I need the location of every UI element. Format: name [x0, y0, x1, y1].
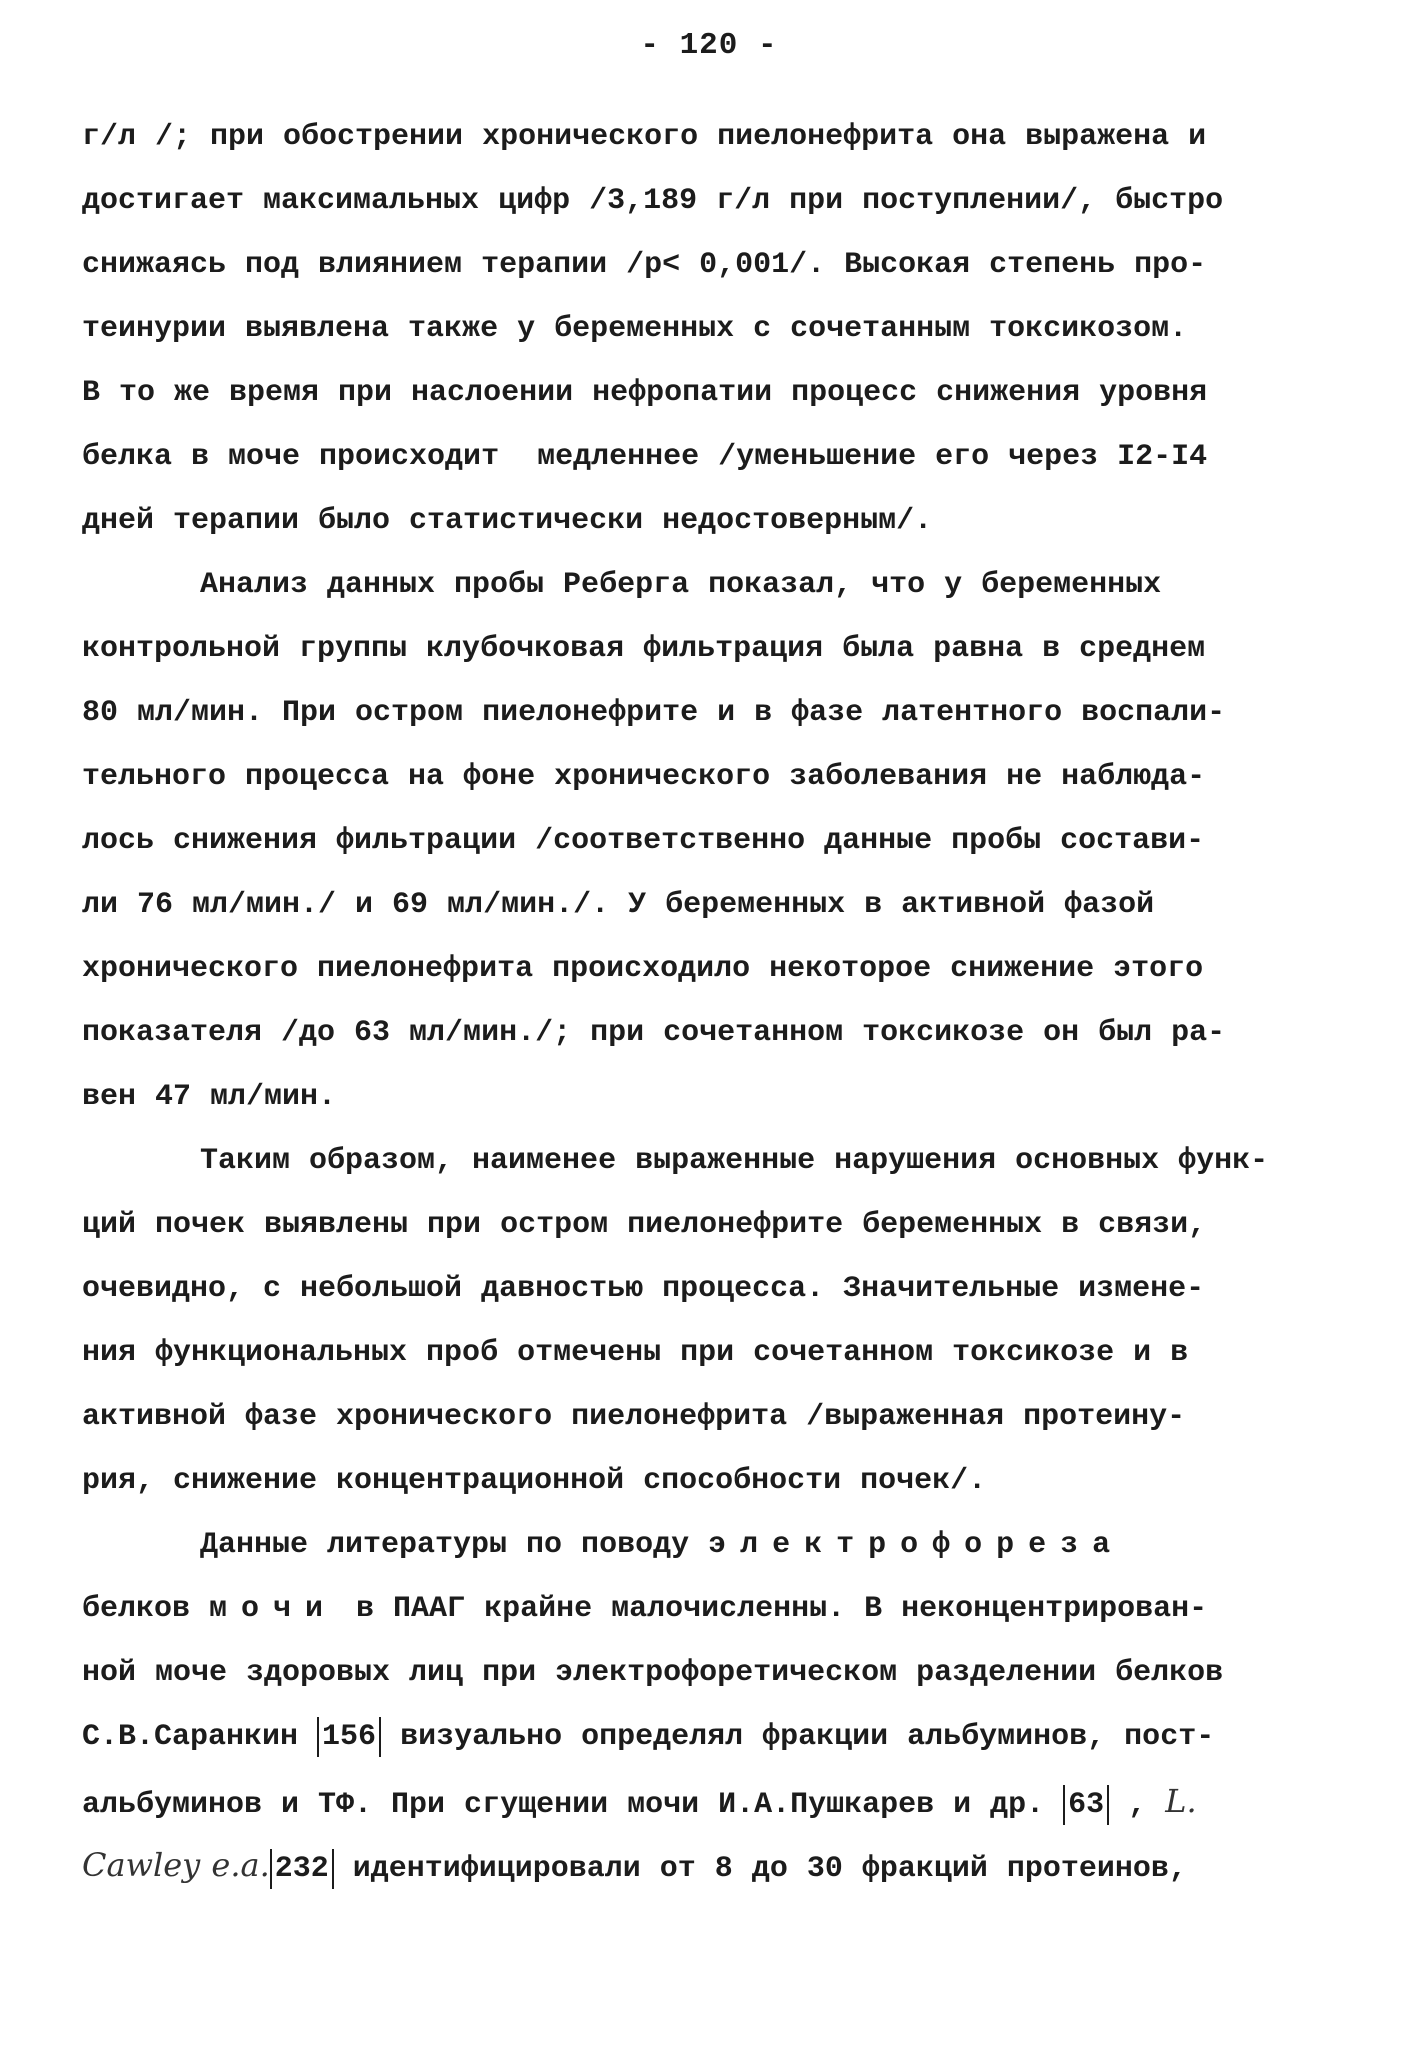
- text-fragment: альбуминов и ТФ. При сгущении мочи И.А.Пушкарев и др.: [82, 1788, 1064, 1822]
- spaced-term: мочи: [209, 1592, 338, 1626]
- text-line: [82, 1577, 1340, 1641]
- handwritten-insert: Cawley e.a.: [82, 1846, 270, 1884]
- text-line: очевидно, с небольшой давностью процесса. Значительные измене-: [82, 1272, 1205, 1306]
- text-line: [82, 1769, 1340, 1833]
- text-line: активной фазе хронического пиелонефрита /выраженная протеину-: [82, 1400, 1186, 1434]
- paragraph-start-line: Анализ данных пробы Реберга показал, что у беременных: [200, 568, 1162, 602]
- citation-ref: 63: [1063, 1785, 1109, 1825]
- text-line: лось снижения фильтрации /соответственно данные пробы состави-: [82, 824, 1205, 858]
- text-line: показателя /до 63 мл/мин./; при сочетанном токсикозе он был ра-: [82, 1016, 1226, 1050]
- text-line: ли 76 мл/мин./ и 69 мл/мин./. У беременных в активной фазой: [82, 888, 1155, 922]
- text-line: теинурии выявлена также у беременных с сочетанным токсикозом.: [82, 312, 1188, 346]
- citation-ref: 156: [317, 1717, 381, 1757]
- text-line: контрольной группы клубочковая фильтрация была равна в среднем: [82, 632, 1206, 666]
- text-line: В то же время при наслоении нефропатии процесс снижения уровня: [82, 376, 1208, 410]
- text-fragment: идентифицировали от 8 до 30 фракций протеинов,: [333, 1852, 1187, 1886]
- text-fragment: С.В.Саранкин: [82, 1720, 318, 1754]
- paragraph-start-line: Таким образом, наименее выраженные нарушения основных функ-: [200, 1144, 1269, 1178]
- text-line: хронического пиелонефрита происходило некоторое снижение этого: [82, 952, 1204, 986]
- text-fragment: Данные литературы по поводу: [200, 1528, 709, 1562]
- body-text: [82, 105, 1340, 1897]
- text-line: снижаясь под влиянием терапии /р< 0,001/. Высокая степень про-: [82, 248, 1207, 282]
- citation-ref: 232: [270, 1849, 334, 1889]
- text-line: ной моче здоровых лиц при электрофоретическом разделении белков: [82, 1656, 1224, 1690]
- text-fragment: ,: [1109, 1788, 1166, 1822]
- text-line: рия, снижение концентрационной способности почек/.: [82, 1464, 987, 1498]
- text-line: г/л /; при обострении хронического пиелонефрита она выражена и: [82, 120, 1207, 154]
- text-fragment: в ПААГ крайне малочисленны. В неконцентрирован-: [337, 1592, 1208, 1626]
- page-number: - 120 -: [640, 28, 778, 63]
- text-line: вен 47 мл/мин.: [82, 1080, 337, 1114]
- text-line: тельного процесса на фоне хронического заболевания не наблюда-: [82, 760, 1206, 794]
- paragraph-start-line: [82, 1513, 1340, 1577]
- spaced-term: электрофореза: [708, 1528, 1125, 1562]
- text-line: ния функциональных проб отмечены при сочетанном токсикозе и в: [82, 1336, 1189, 1370]
- text-fragment: белков: [82, 1592, 210, 1626]
- text-line: белка в моче происходит медленнее /уменьшение его через I2-I4: [82, 440, 1208, 474]
- text-line: [82, 1705, 1340, 1769]
- text-line: дней терапии было статистически недостоверным/.: [82, 504, 933, 538]
- text-line: [82, 1833, 1340, 1897]
- text-fragment: визуально определял фракции альбуминов, пост-: [381, 1720, 1215, 1754]
- handwritten-insert: L.: [1165, 1782, 1197, 1820]
- text-line: достигает максимальных цифр /3,189 г/л при поступлении/, быстро: [82, 184, 1224, 218]
- text-line: 80 мл/мин. При остром пиелонефрите и в фазе латентного воспали-: [82, 696, 1226, 730]
- text-line: ций почек выявлены при остром пиелонефрите беременных в связи,: [82, 1208, 1207, 1242]
